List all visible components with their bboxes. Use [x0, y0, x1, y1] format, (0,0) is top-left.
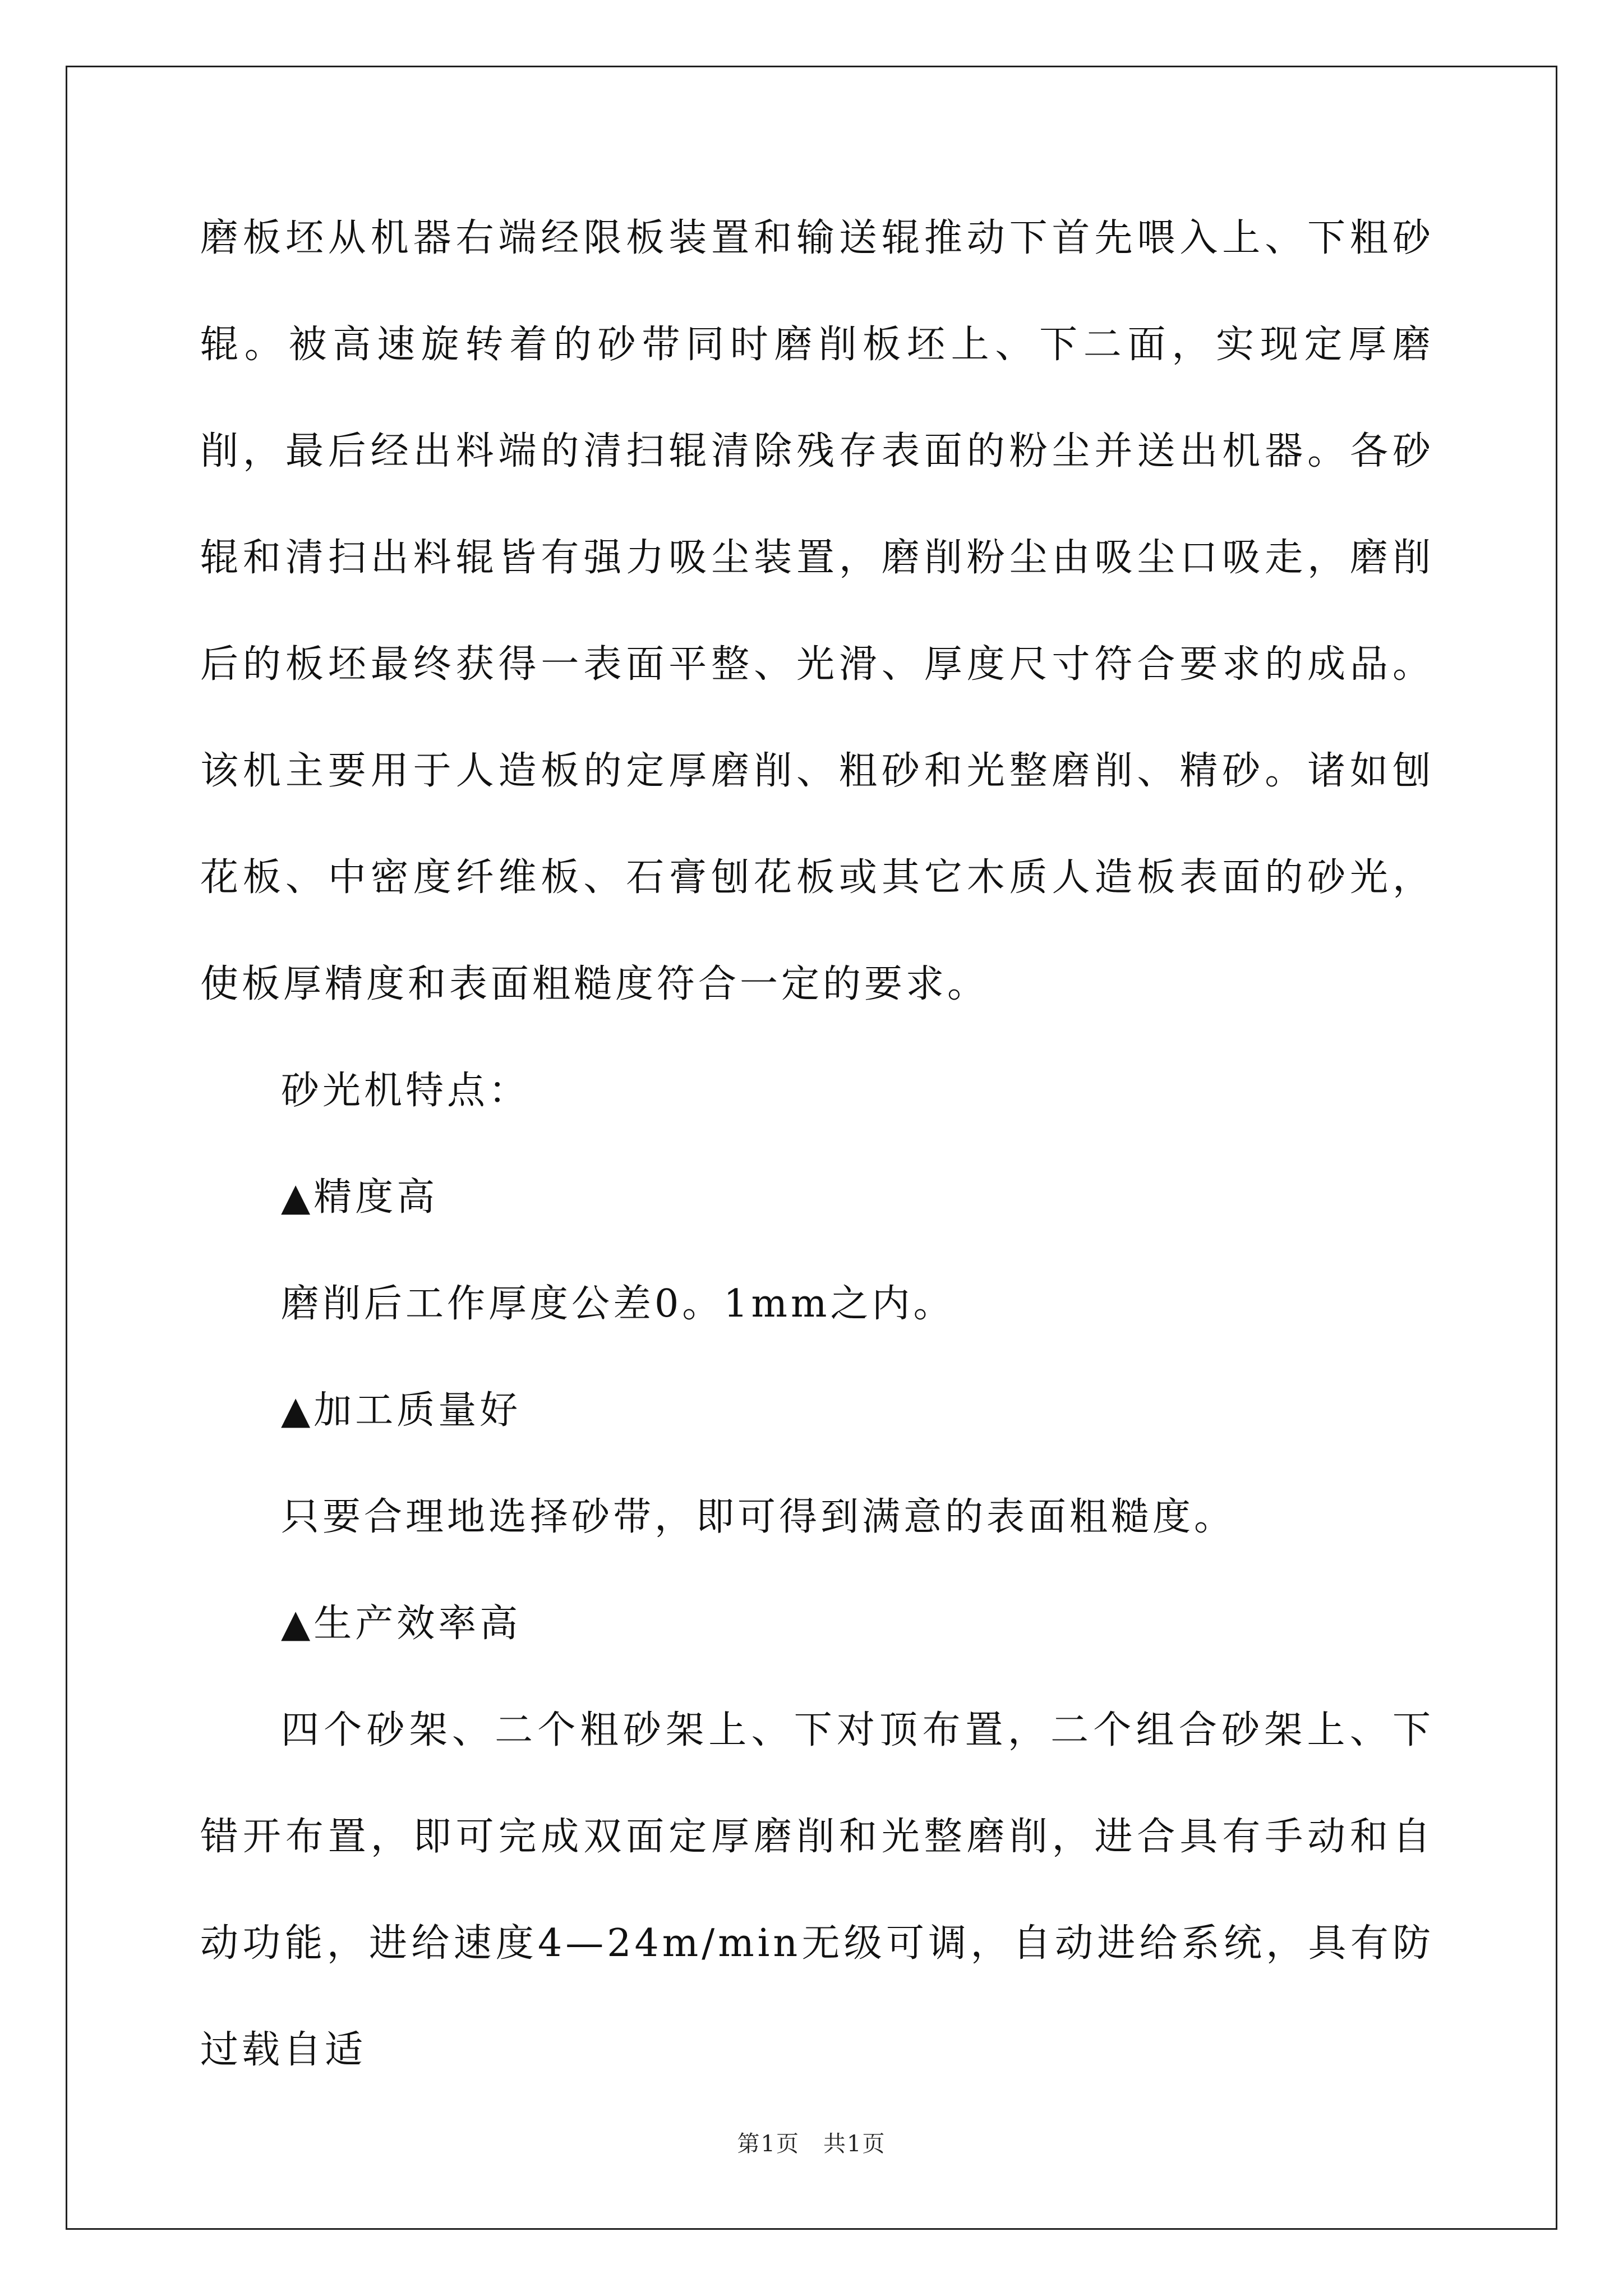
paragraph-precision-text: 磨削后工作厚度公差0。1mm之内。 [281, 1282, 955, 1326]
paragraph-efficiency-text: 四个砂架、二个粗砂架上、下对顶布置，二个组合砂架上、下错开布置，即可完成双面定厚磨削和光整磨削，进合具有手动和自动功能，进给速度4—24m/min无级可调，自动进给系统，具有防过载自适 [200, 1708, 1434, 2072]
document-body [200, 185, 1434, 2104]
paragraph-precision-heading: ▲精度高 [281, 1175, 439, 1220]
paragraph-quality-heading: ▲加工质量好 [281, 1388, 522, 1433]
paragraph-features-heading: 砂光机特点： [281, 1069, 531, 1113]
paragraph-intro: 磨板坯从机器右端经限板装置和输送辊推动下首先喂入上、下粗砂辊。被高速旋转着的砂带同时磨削板坯上、下二面，实现定厚磨削，最后经出料端的清扫辊清除残存表面的粉尘并送出机器。各砂辊和清扫出料辊皆有强力吸尘装置，磨削粉尘由吸尘口吸走，磨削后的板坯最终获得一表面平整、光滑、厚度尺寸符合要求的成品。该机主要用于人造板的定厚磨削、粗砂和光整磨削、精砂。诸如刨花板、中密度纤维板、石膏刨花板或其它木质人造板表面的砂光，使板厚精度和表面粗糙度符合一定的要求。 [200, 216, 1434, 1006]
paragraph-efficiency-heading: ▲生产效率高 [281, 1602, 522, 1646]
paragraph-quality-text: 只要合理地选择砂带，即可得到满意的表面粗糙度。 [281, 1495, 1236, 1539]
page-footer: 第1页 共1页 [737, 2131, 886, 2157]
